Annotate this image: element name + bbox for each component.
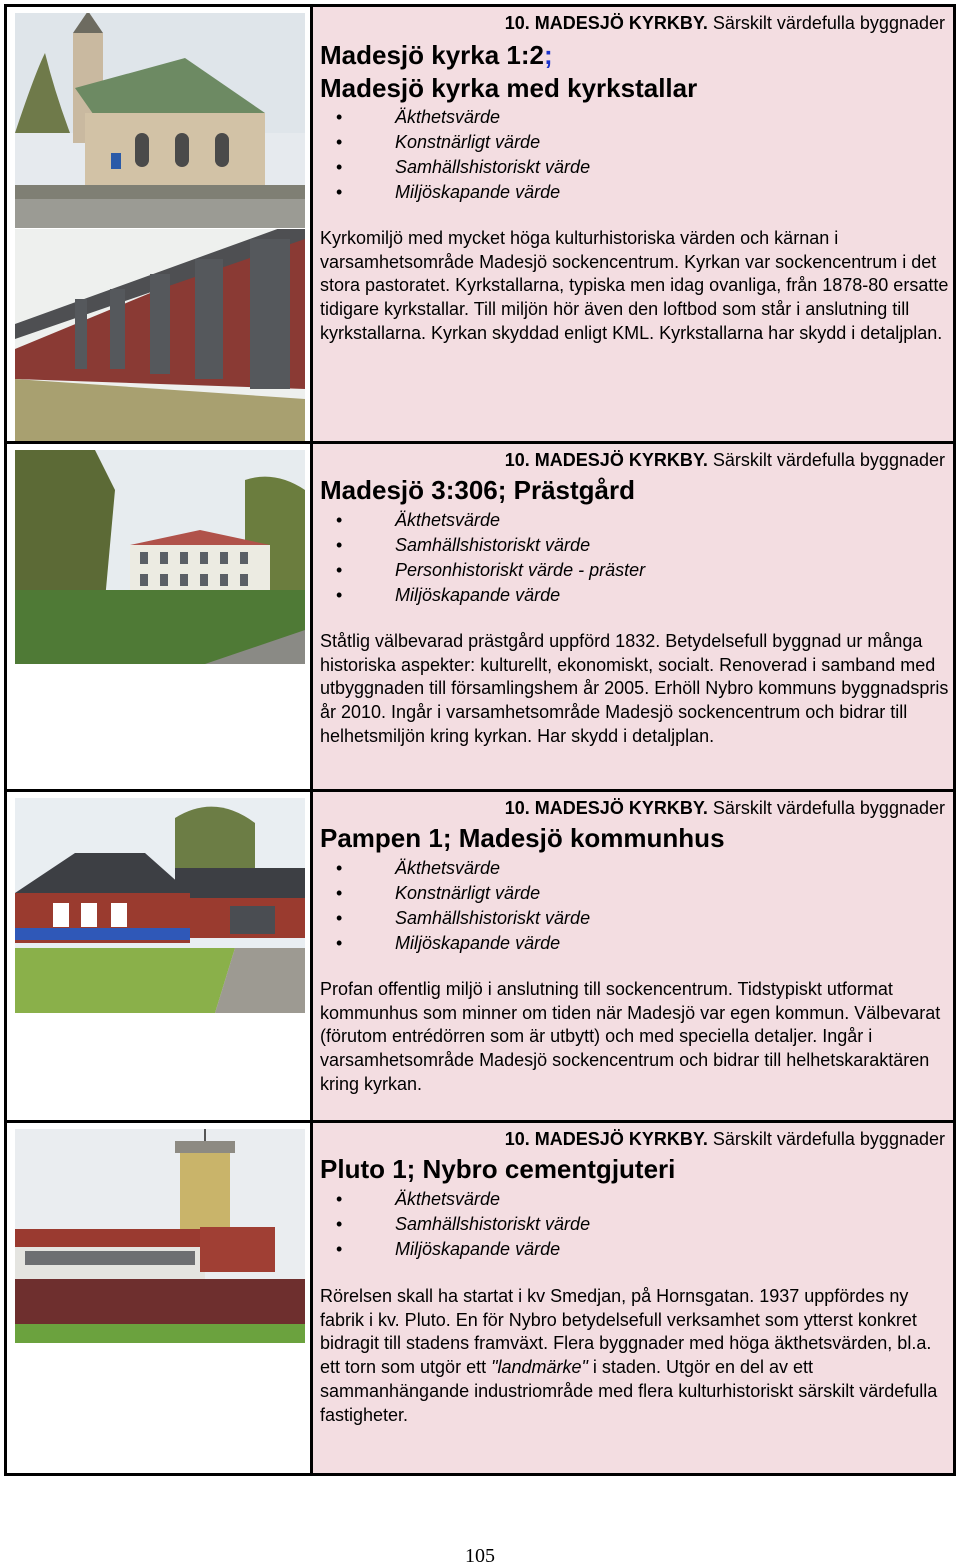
value-item: • Miljöskapande värde [320, 931, 590, 956]
town-hall-photo [15, 798, 305, 1013]
value-item: • Konstnärligt värde [320, 130, 590, 155]
section-header-number: 10. MADESJÖ KYRKBY. [504, 1129, 708, 1149]
value-item: • Samhällshistoriskt värde [320, 155, 590, 180]
church-photo [15, 13, 305, 228]
entry-title-line2: Madesjö kyrka med kyrkstallar [320, 73, 698, 103]
value-item: • Miljöskapande värde [320, 1237, 590, 1262]
value-item: • Samhällshistoriskt värde [320, 533, 645, 558]
values-list [320, 856, 590, 956]
value-item: • Samhällshistoriskt värde [320, 906, 590, 931]
factory-photo [15, 1129, 305, 1343]
entry-description: Kyrkomiljö med mycket höga kulturhistoriska värden och kärnan i varsamhetsområde Madesjö sockencentrum. Kyrkan var sockencentrum i det stora pastoratet. Kyrkstallarna, typiska men idag ovanliga, från 1878-80 ersatte tidigare kyrkstallar. Till miljön hör även den loftbod som står i anslutning till kyrkstallarna. Kyrkan skyddad enligt KML. Kyrkstallarna har skydd i detaljplan. [320, 228, 949, 343]
entry-title: Pluto 1; Nybro cementgjuteri [320, 1154, 676, 1184]
value-item: • Personhistoriskt värde - präster [320, 558, 645, 583]
text-cell [313, 7, 953, 444]
entry-cementgjuteri [7, 1123, 953, 1473]
value-item: • Samhällshistoriskt värde [320, 1212, 590, 1237]
entry-description-part: i staden. Utgör en del av ett sammanhängande industriområde med flera kulturhistoriskt särskilt värdefulla fastigheter. [320, 1357, 938, 1425]
photo-cell [7, 7, 310, 444]
rectory-photo [15, 450, 305, 664]
values-list [320, 508, 645, 608]
section-header-number: 10. MADESJÖ KYRKBY. [504, 13, 708, 33]
photo-cell [7, 792, 310, 1123]
section-header-label: Särskilt värdefulla byggnader [712, 450, 945, 470]
photo-cell [7, 1123, 310, 1473]
section-header-number: 10. MADESJÖ KYRKBY. [504, 798, 708, 818]
entry-title [320, 39, 697, 105]
entry-madesjo-kyrka [7, 7, 953, 444]
section-header-label: Särskilt värdefulla byggnader [712, 13, 945, 33]
values-list [320, 1187, 590, 1262]
value-item: • Äkthetsvärde [320, 105, 590, 130]
entry-description [320, 1285, 950, 1427]
values-list [320, 105, 590, 205]
value-item: • Miljöskapande värde [320, 583, 645, 608]
text-cell [313, 444, 953, 792]
value-item: • Äkthetsvärde [320, 856, 590, 881]
section-header [505, 450, 945, 471]
entry-description: Ståtlig välbevarad prästgård uppförd 1832. Betydelsefull byggnad ur många historiska aspekter: kulturellt, ekonomiskt, socialt. Renoverad i samband med utbyggnaden till församlingshem år 2005. Erhöll Nybro kommuns byggnadspris år 2010. Ingår i varsamhetsområde Madesjö sockencentrum och bidrar till helhetsmiljön kring kyrkan. Har skydd i detaljplan. [320, 631, 949, 746]
section-header [505, 1129, 945, 1150]
entry-title: Pampen 1; Madesjö kommunhus [320, 823, 725, 853]
text-cell [313, 1123, 953, 1473]
page-number: 105 [465, 1545, 495, 1567]
photo-cell [7, 444, 310, 792]
value-item: • Äkthetsvärde [320, 508, 645, 533]
entry-prastgard [7, 444, 953, 792]
text-cell [313, 792, 953, 1123]
document-table [4, 4, 956, 1476]
value-item: • Äkthetsvärde [320, 1187, 590, 1212]
section-header-label: Särskilt värdefulla byggnader [712, 1129, 945, 1149]
entry-title-semicolon: ; [544, 40, 553, 70]
section-header-number: 10. MADESJÖ KYRKBY. [504, 450, 708, 470]
entry-kommunhus [7, 792, 953, 1123]
entry-description-part: Rörelsen skall ha startat i kv Smedjan, på Hornsgatan. 1937 uppfördes ny fabrik i kv. Pluto. En för Nybro betydelsefull verksamhet som ytterst konkret bidragit till stadens framväxt. Flera byggnader med höga äkthetsvärden, bl.a. ett torn som utgör ett [320, 1286, 932, 1378]
entry-description: Profan offentlig miljö i anslutning till sockencentrum. Tidstypiskt utformat kommunhus som minner om tiden när Madesjö var egen kommun. Välbevarat (förutom entrédörren som är utbytt) och med speciella detaljer. Ingår i varsamhetsområde Madesjö sockencentrum och bidrar till helhetskaraktären kring kyrkan. [320, 979, 941, 1094]
section-header-label: Särskilt värdefulla byggnader [712, 798, 945, 818]
value-item: • Konstnärligt värde [320, 881, 590, 906]
section-header [505, 798, 945, 819]
entry-title: Madesjö 3:306; Prästgård [320, 475, 636, 505]
entry-title-line1: Madesjö kyrka 1:2 [320, 40, 545, 70]
section-header [505, 13, 945, 34]
entry-description-quote: "landmärke" [491, 1357, 588, 1378]
church-stables-photo [15, 229, 305, 441]
value-item: • Miljöskapande värde [320, 180, 590, 205]
